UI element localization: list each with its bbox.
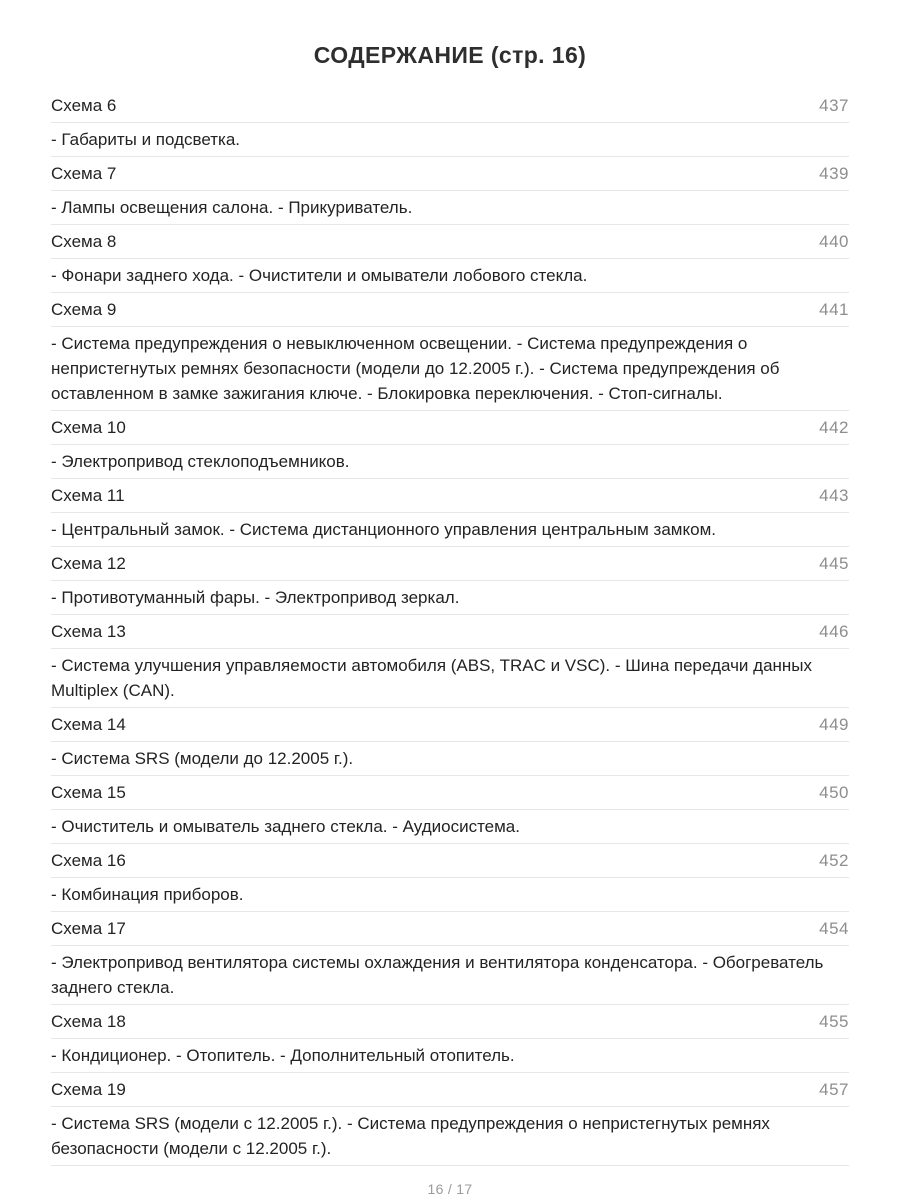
toc-entry-header	[51, 1005, 849, 1039]
entry-page-number: 452	[819, 851, 849, 870]
toc-entry	[51, 547, 849, 615]
entry-page-number: 445	[819, 554, 849, 573]
toc-entry-header	[51, 89, 849, 123]
entry-page-number: 442	[819, 418, 849, 437]
entry-page-number: 443	[819, 486, 849, 505]
toc-entry-header	[51, 776, 849, 810]
toc-entry	[51, 615, 849, 708]
entry-description: - Система улучшения управляемости автомобиля (ABS, TRAC и VSC). - Шина передачи данных Multiplex (CAN).	[51, 649, 849, 708]
entry-description: - Система SRS (модели до 12.2005 г.).	[51, 742, 849, 776]
entry-description: - Система SRS (модели с 12.2005 г.). - Система предупреждения о непристегнутых ремнях безопасности (модели с 12.2005 г.).	[51, 1107, 849, 1166]
entry-title: Схема 7	[51, 164, 117, 183]
entry-title: Схема 10	[51, 418, 126, 437]
entry-description: - Лампы освещения салона. - Прикуриватель.	[51, 191, 849, 225]
entry-page-number: 441	[819, 300, 849, 319]
entry-description: - Электропривод вентилятора системы охлаждения и вентилятора конденсатора. - Обогреватель заднего стекла.	[51, 946, 849, 1005]
entry-description: - Комбинация приборов.	[51, 878, 849, 912]
entry-description: - Габариты и подсветка.	[51, 123, 849, 157]
entry-description: - Фонари заднего хода. - Очистители и омыватели лобового стекла.	[51, 259, 849, 293]
toc-entry	[51, 1005, 849, 1073]
entry-description: - Система предупреждения о невыключенном освещении. - Система предупреждения о непристегнутых ремнях безопасности (модели до 12.2005 г.). - Система предупреждения об оставленном в замке зажигания ключе. - Блокировка переключения. - Стоп-сигналы.	[51, 327, 849, 411]
entry-title: Схема 9	[51, 300, 117, 319]
toc-entry	[51, 479, 849, 547]
entry-page-number: 457	[819, 1080, 849, 1099]
entry-description: - Кондиционер. - Отопитель. - Дополнительный отопитель.	[51, 1039, 849, 1073]
toc-entry-header	[51, 615, 849, 649]
toc-entry-header	[51, 157, 849, 191]
entry-title: Схема 17	[51, 919, 126, 938]
entry-page-number: 454	[819, 919, 849, 938]
entry-title: Схема 16	[51, 851, 126, 870]
toc-entry-header	[51, 225, 849, 259]
entry-title: Схема 15	[51, 783, 126, 802]
entry-page-number: 437	[819, 96, 849, 115]
entry-title: Схема 14	[51, 715, 126, 734]
toc-entry	[51, 708, 849, 776]
toc-entry-header	[51, 844, 849, 878]
entry-description: - Центральный замок. - Система дистанционного управления центральным замком.	[51, 513, 849, 547]
entry-title: Схема 8	[51, 232, 117, 251]
page-title: СОДЕРЖАНИЕ (стр. 16)	[313, 42, 587, 68]
entry-page-number: 449	[819, 715, 849, 734]
toc-entry	[51, 1073, 849, 1166]
entry-page-number: 439	[819, 164, 849, 183]
entry-page-number: 450	[819, 783, 849, 802]
toc-list	[51, 89, 849, 1166]
entry-title: Схема 6	[51, 96, 117, 115]
toc-entry	[51, 912, 849, 1005]
toc-entry	[51, 157, 849, 225]
toc-entry-header	[51, 479, 849, 513]
toc-entry-header	[51, 293, 849, 327]
entry-description: - Электропривод стеклоподъемников.	[51, 445, 849, 479]
toc-entry-header	[51, 411, 849, 445]
entry-description: - Противотуманный фары. - Электропривод зеркал.	[51, 581, 849, 615]
toc-entry	[51, 411, 849, 479]
toc-entry	[51, 776, 849, 844]
toc-entry	[51, 293, 849, 411]
entry-title: Схема 18	[51, 1012, 126, 1031]
toc-entry-header	[51, 1073, 849, 1107]
entry-page-number: 440	[819, 232, 849, 251]
entry-title: Схема 12	[51, 554, 126, 573]
toc-entry	[51, 844, 849, 912]
entry-title: Схема 11	[51, 486, 125, 505]
pagination: 16 / 17	[427, 1181, 473, 1197]
entry-description: - Очиститель и омыватель заднего стекла. - Аудиосистема.	[51, 810, 849, 844]
toc-entry	[51, 225, 849, 293]
toc-entry-header	[51, 547, 849, 581]
toc-entry-header	[51, 912, 849, 946]
entry-page-number: 446	[819, 622, 849, 641]
entry-title: Схема 13	[51, 622, 126, 641]
entry-page-number: 455	[819, 1012, 849, 1031]
toc-entry	[51, 89, 849, 157]
toc-entry-header	[51, 708, 849, 742]
entry-title: Схема 19	[51, 1080, 126, 1099]
